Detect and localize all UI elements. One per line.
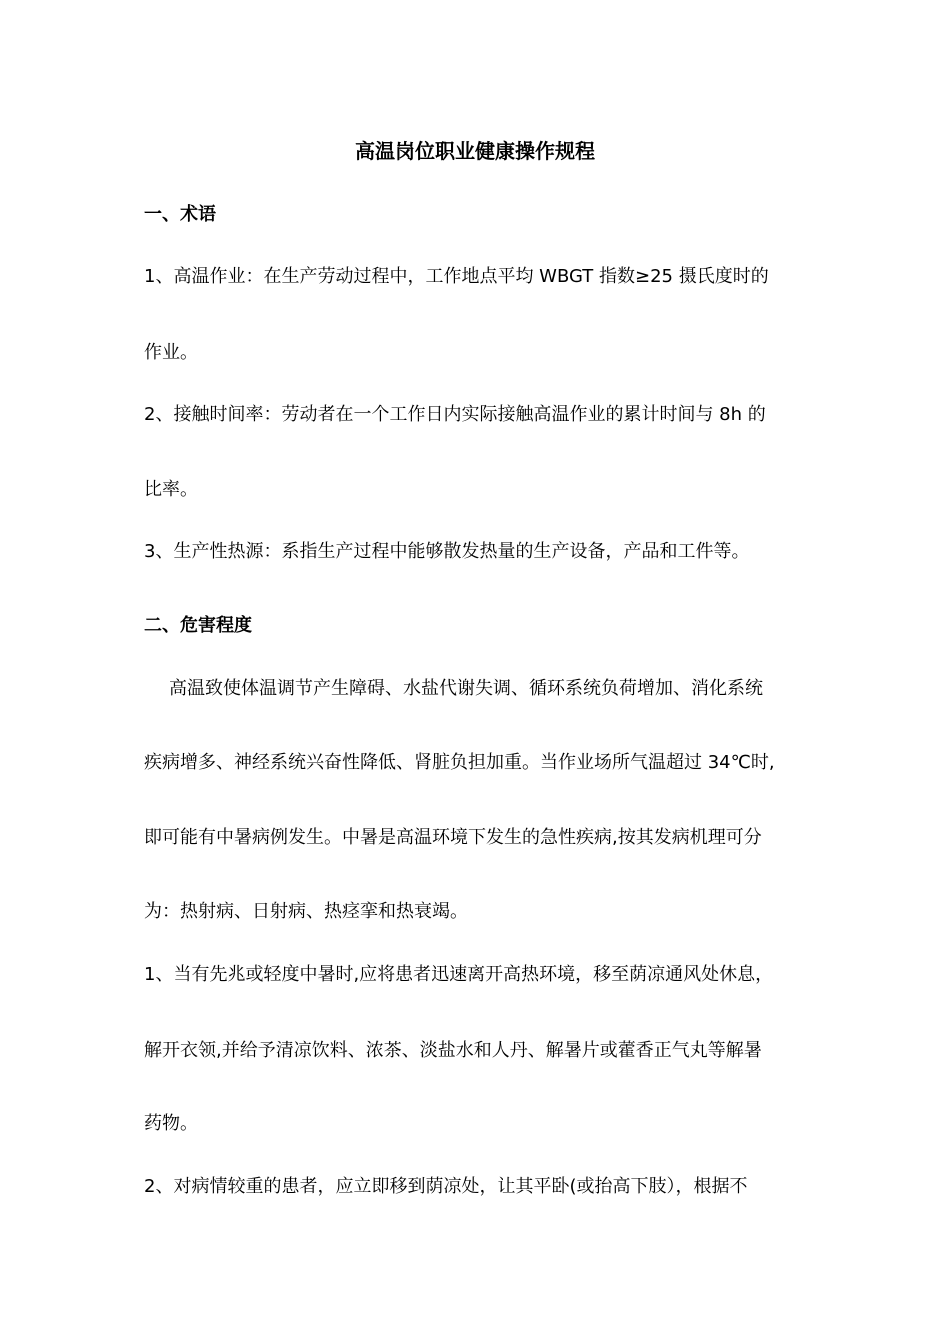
paragraph-line: 1、高温作业：在生产劳动过程中，工作地点平均 WBGT 指数≥25 摄氏度时的 (144, 266, 769, 287)
paragraph-line: 即可能有中暑病例发生。中暑是高温环境下发生的急性疾病,按其发病机理可分 (144, 827, 762, 848)
paragraph-line: 比率。 (144, 479, 198, 500)
paragraph-line: 解开衣领,并给予清凉饮料、浓茶、淡盐水和人丹、解暑片或藿香正气丸等解暑 (144, 1040, 762, 1061)
section-heading-terms: 一、术语 (144, 204, 216, 225)
section-heading-hazard: 二、危害程度 (144, 615, 252, 636)
paragraph-line: 2、对病情较重的患者，应立即移到荫凉处，让其平卧(或抬高下肢），根据不 (144, 1176, 748, 1197)
paragraph-line: 疾病增多、神经系统兴奋性降低、肾脏负担加重。当作业场所气温超过 34℃时, (144, 752, 775, 773)
paragraph-line: 1、当有先兆或轻度中暑时,应将患者迅速离开高热环境，移至荫凉通风处休息， (144, 964, 774, 985)
paragraph-line: 2、接触时间率：劳动者在一个工作日内实际接触高温作业的累计时间与 8h 的 (144, 404, 766, 425)
paragraph-line: 药物。 (144, 1113, 198, 1134)
paragraph-line: 为：热射病、日射病、热痉挛和热衰竭。 (144, 901, 468, 922)
paragraph-line: 作业。 (144, 342, 198, 363)
paragraph-line: 高温致使体温调节产生障碍、水盐代谢失调、循环系统负荷增加、消化系统 (169, 678, 763, 699)
document-title: 高温岗位职业健康操作规程 (355, 139, 595, 163)
paragraph-line: 3、生产性热源：系指生产过程中能够散发热量的生产设备，产品和工件等。 (144, 541, 750, 562)
